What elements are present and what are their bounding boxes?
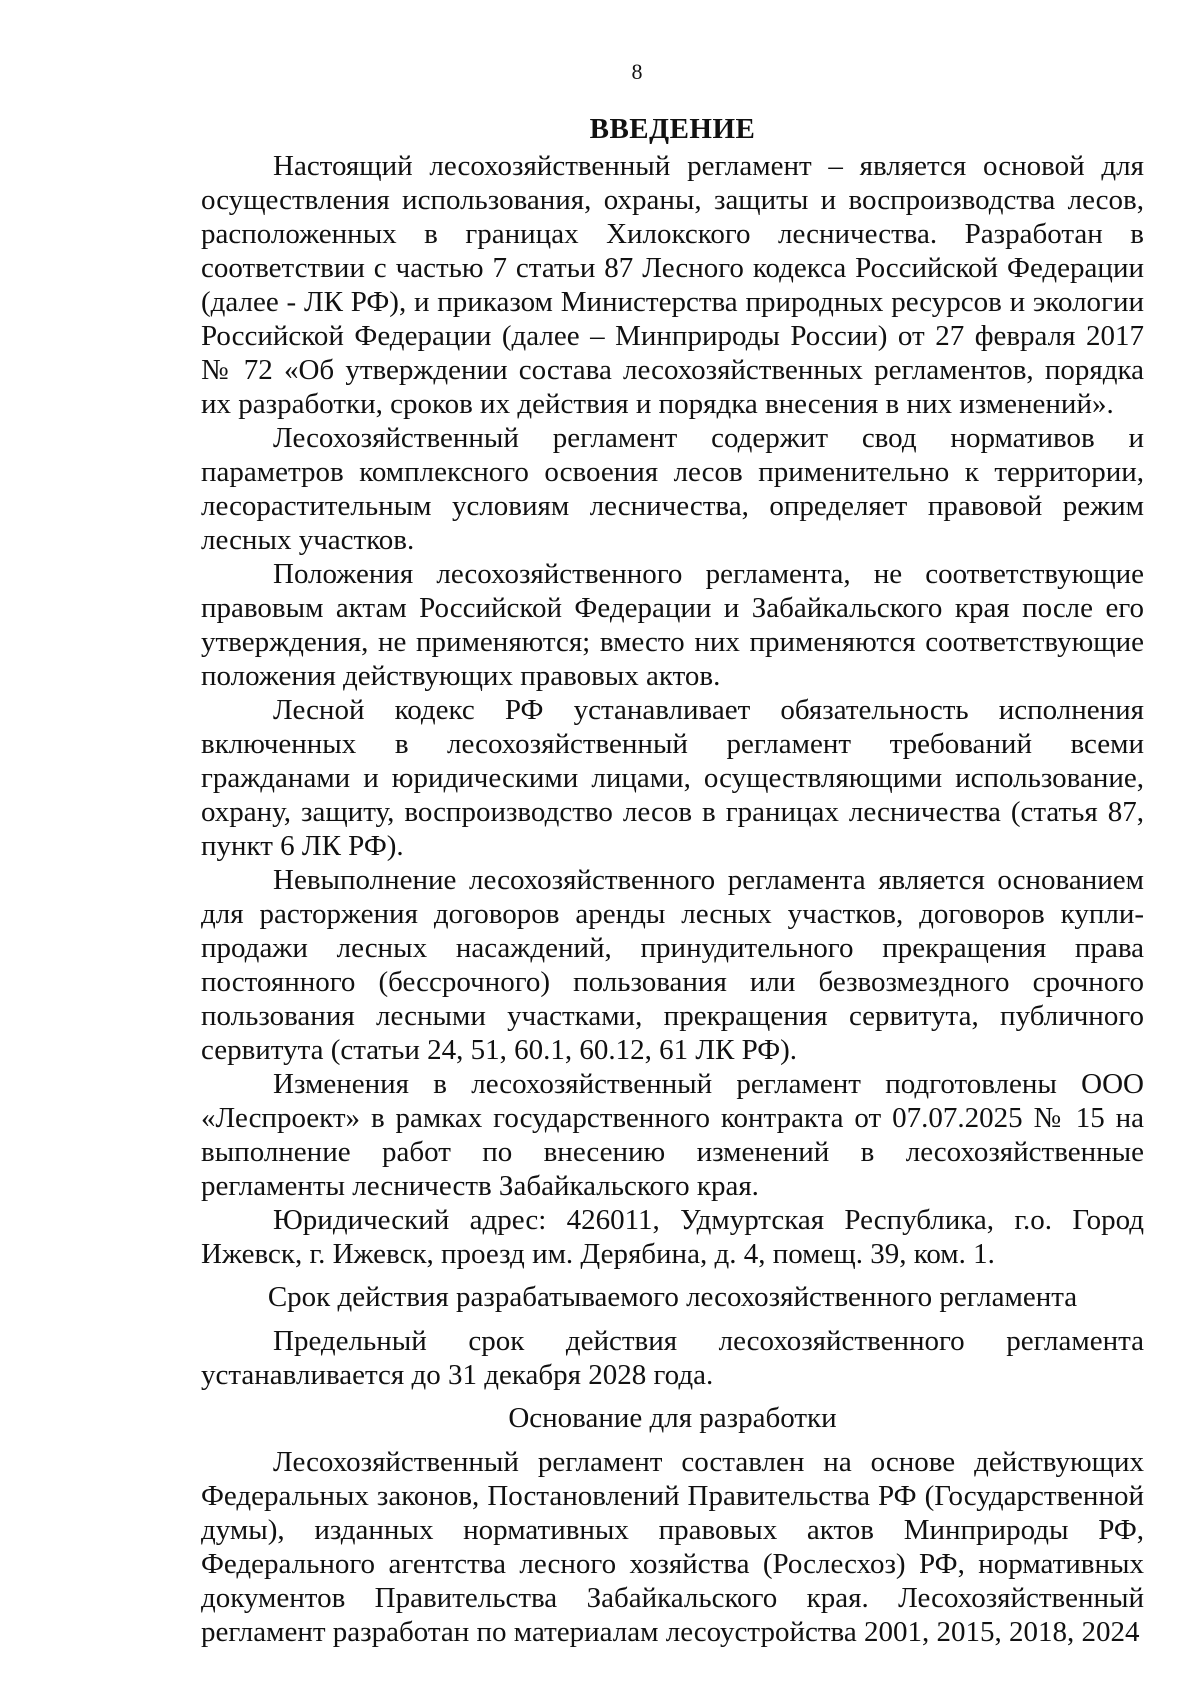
paragraph-forest-code: Лесной кодекс РФ устанавливает обязательность исполнения включенных в лесохозяйственный регламент требований всеми гражданами и юридическими лицами, осуществляющими использование, охрану, защиту, воспроизводство лесов в границах лесничества (статья 87, пункт 6 ЛК РФ).	[201, 694, 1144, 862]
section-heading-introduction: ВВЕДЕНИЕ	[589, 113, 756, 145]
paragraph-changes-prepared: Изменения в лесохозяйственный регламент подготовлены ООО «Леспроект» в рамках государственного контракта от 07.07.2025 № 15 на выполнение работ по внесению изменений в лесохозяйственные регламенты лесничеств Забайкальского края.	[201, 1068, 1144, 1202]
paragraph-basis: Лесохозяйственный регламент составлен на основе действующих Федеральных законов, Постановлений Правительства РФ (Государственной думы), изданных нормативных правовых актов Минприроды РФ, Федерального агентства лесного хозяйства (Рослесхоз) РФ, нормативных документов Правительства Забайкальского края. Лесохозяйственный регламент разработан по материалам лесоустройства 2001, 2015, 2018, 2024	[201, 1446, 1144, 1648]
page-content	[201, 111, 1144, 1649]
paragraph-term: Предельный срок действия лесохозяйственного регламента устанавливается до 31 декабря 2028 года.	[201, 1325, 1144, 1391]
paragraph-legal-address: Юридический адрес: 426011, Удмуртская Республика, г.о. Город Ижевск, г. Ижевск, проезд им. Дерябина, д. 4, помещ. 39, ком. 1.	[201, 1204, 1144, 1270]
paragraph-regulation-basis: Настоящий лесохозяйственный регламент – является основой для осуществления использования, охраны, защиты и воспроизводства лесов, расположенных в границах Хилокского лесничества. Разработан в соответствии с частью 7 статьи 87 Лесного кодекса Российской Федерации (далее - ЛК РФ), и приказом Министерства природных ресурсов и экологии Российской Федерации (далее – Минприроды России) от 27 февраля 2017 № 72 «Об утверждении состава лесохозяйственных регламентов, порядка их разработки, сроков их действия и порядка внесения в них изменений».	[201, 150, 1144, 420]
paragraph-regulation-content: Лесохозяйственный регламент содержит свод нормативов и параметров комплексного освоения лесов применительно к территории, лесорастительным условиям лесничества, определяет правовой режим лесных участков.	[201, 422, 1144, 556]
paragraph-regulation-provisions: Положения лесохозяйственного регламента, не соответствующие правовым актам Российской Федерации и Забайкальского края после его утверждения, не применяются; вместо них применяются соответствующие положения действующих правовых актов.	[201, 558, 1144, 692]
section-heading-term: Срок действия разрабатываемого лесохозяйственного регламента	[267, 1281, 1078, 1313]
page-number: 8	[631, 59, 643, 84]
paragraph-non-compliance: Невыполнение лесохозяйственного регламента является основанием для расторжения договоров аренды лесных участков, договоров купли-продажи лесных насаждений, принудительного прекращения права постоянного (бессрочного) пользования или безвозмездного срочного пользования лесными участками, прекращения сервитута, публичного сервитута (статьи 24, 51, 60.1, 60.12, 61 ЛК РФ).	[201, 864, 1144, 1066]
section-heading-basis: Основание для разработки	[508, 1402, 837, 1434]
